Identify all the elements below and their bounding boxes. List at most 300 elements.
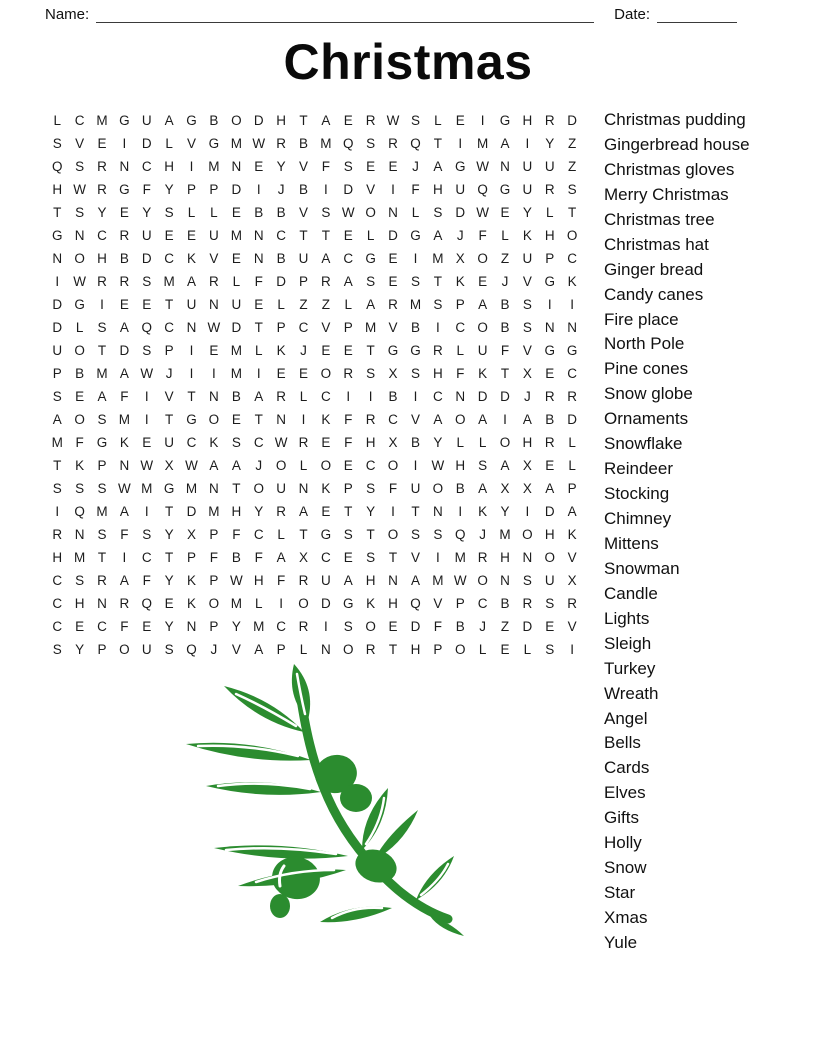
grid-letter: J	[412, 159, 419, 174]
grid-letter: M	[432, 573, 444, 588]
grid-letter: D	[522, 619, 533, 634]
word-list-item: Star	[604, 883, 636, 903]
grid-letter: G	[186, 113, 197, 128]
grid-letter: Y	[164, 573, 174, 588]
grid-letter: I	[413, 251, 418, 266]
grid-letter: O	[566, 228, 578, 243]
grid-letter: P	[455, 596, 465, 611]
grid-letter: E	[254, 159, 264, 174]
grid-letter: H	[52, 182, 63, 197]
grid-letter: W	[252, 136, 266, 151]
grid-letter: A	[500, 458, 510, 473]
grid-letter: A	[433, 159, 443, 174]
grid-letter: E	[545, 619, 555, 634]
grid-letter: M	[476, 136, 489, 151]
grid-letter: T	[53, 458, 62, 473]
grid-letter: M	[96, 366, 108, 381]
grid-letter: Y	[164, 182, 174, 197]
word-list-item: Elves	[604, 783, 646, 803]
grid-letter: D	[141, 251, 152, 266]
grid-letter: S	[410, 527, 420, 542]
grid-letter: S	[164, 205, 174, 220]
grid-letter: E	[298, 366, 308, 381]
grid-letter: M	[185, 481, 198, 496]
grid-letter: O	[522, 527, 533, 542]
grid-letter: B	[500, 320, 510, 335]
grid-letter: M	[73, 550, 86, 565]
grid-letter: R	[544, 113, 555, 128]
grid-letter: L	[187, 205, 196, 220]
grid-letter: K	[321, 412, 331, 427]
grid-letter: T	[165, 550, 174, 565]
grid-letter: F	[232, 527, 241, 542]
grid-letter: A	[410, 573, 420, 588]
grid-letter: C	[97, 228, 107, 243]
grid-letter: R	[365, 412, 376, 427]
word-list-item: Sleigh	[604, 633, 652, 653]
grid-letter: S	[75, 481, 85, 496]
grid-letter: S	[545, 642, 555, 657]
word-list-item: Merry Christmas	[604, 184, 729, 204]
grid-letter: X	[455, 251, 465, 266]
grid-letter: R	[321, 274, 331, 289]
grid-letter: O	[432, 481, 444, 496]
grid-letter: D	[455, 205, 466, 220]
grid-letter: T	[433, 274, 442, 289]
grid-letter: X	[164, 458, 174, 473]
grid-letter: J	[165, 366, 173, 381]
grid-letter: Q	[477, 182, 488, 197]
grid-letter: C	[276, 228, 286, 243]
grid-letter: A	[52, 412, 62, 427]
grid-letter: P	[187, 182, 197, 197]
grid-letter: S	[97, 320, 107, 335]
grid-letter: L	[546, 205, 554, 220]
grid-letter: Q	[141, 596, 153, 611]
grid-letter: O	[477, 573, 488, 588]
grid-letter: I	[55, 274, 60, 289]
grid-letter: C	[365, 458, 376, 473]
grid-letter: P	[209, 182, 219, 197]
grid-letter: I	[122, 550, 127, 565]
grid-letter: E	[97, 136, 107, 151]
grid-letter: T	[388, 550, 398, 565]
grid-letter: Q	[454, 527, 466, 542]
word-list-item: Snowflake	[604, 434, 683, 454]
grid-letter: R	[276, 504, 286, 519]
grid-letter: B	[455, 481, 465, 496]
grid-letter: Y	[500, 504, 510, 519]
grid-letter: L	[478, 642, 487, 657]
grid-letter: R	[544, 389, 555, 404]
grid-letter: E	[321, 504, 331, 519]
grid-letter: N	[321, 642, 331, 657]
grid-letter: G	[186, 412, 197, 427]
grid-letter: V	[567, 550, 577, 565]
grid-letter: R	[388, 136, 398, 151]
word-list-item: Candle	[604, 583, 658, 603]
grid-letter: E	[388, 159, 398, 174]
grid-letter: K	[119, 435, 129, 450]
grid-letter: N	[119, 159, 130, 174]
grid-letter: J	[479, 527, 486, 542]
grid-letter: M	[163, 274, 175, 289]
grid-letter: V	[187, 136, 197, 151]
grid-letter: N	[209, 389, 219, 404]
word-list-item: Christmas hat	[604, 234, 709, 254]
date-label: Date:	[614, 6, 650, 23]
grid-letter: N	[186, 619, 197, 634]
grid-letter: S	[366, 550, 376, 565]
grid-letter: R	[52, 527, 63, 542]
grid-letter: A	[343, 573, 353, 588]
grid-letter: A	[567, 504, 577, 519]
grid-letter: E	[343, 228, 353, 243]
grid-letter: J	[277, 182, 285, 197]
grid-letter: N	[209, 297, 219, 312]
grid-letter: R	[567, 596, 578, 611]
grid-letter: B	[119, 251, 129, 266]
grid-letter: A	[254, 642, 264, 657]
grid-letter: U	[164, 435, 175, 450]
grid-letter: B	[276, 205, 286, 220]
grid-letter: I	[256, 182, 261, 197]
grid-letter: H	[231, 504, 242, 519]
grid-letter: D	[567, 412, 578, 427]
word-list-item: Christmas tree	[604, 209, 715, 229]
grid-letter: I	[301, 412, 306, 427]
grid-letter: O	[275, 458, 287, 473]
grid-letter: S	[52, 481, 62, 496]
grid-letter: S	[321, 205, 331, 220]
grid-letter: W	[386, 113, 400, 128]
grid-letter: R	[477, 550, 488, 565]
grid-letter: M	[230, 343, 242, 358]
grid-letter: S	[366, 136, 376, 151]
word-list-item: Christmas gloves	[604, 159, 735, 179]
grid-letter: D	[500, 389, 510, 404]
grid-letter: D	[388, 228, 398, 243]
word-list-item: Snow	[604, 858, 647, 878]
grid-letter: T	[433, 136, 442, 151]
grid-letter: S	[97, 412, 107, 427]
grid-letter: Q	[51, 159, 63, 174]
grid-letter: V	[522, 343, 532, 358]
grid-letter: R	[97, 159, 107, 174]
grid-letter: D	[321, 596, 331, 611]
word-list-item: Gifts	[604, 808, 639, 828]
grid-letter: N	[432, 504, 443, 519]
grid-letter: O	[320, 366, 332, 381]
grid-letter: E	[500, 205, 510, 220]
grid-letter: I	[279, 596, 283, 611]
grid-letter: P	[433, 642, 443, 657]
grid-letter: F	[120, 527, 129, 542]
grid-letter: R	[365, 642, 376, 657]
grid-letter: R	[567, 389, 578, 404]
grid-letter: P	[209, 573, 219, 588]
header	[45, 6, 737, 23]
grid-letter: H	[544, 527, 555, 542]
grid-letter: F	[344, 435, 353, 450]
grid-letter: L	[254, 343, 263, 358]
grid-letter: I	[256, 366, 261, 381]
grid-letter: I	[391, 504, 395, 519]
grid-letter: B	[410, 435, 420, 450]
grid-letter: G	[163, 481, 175, 496]
grid-letter: S	[52, 389, 62, 404]
grid-letter: G	[51, 228, 63, 243]
grid-letter: A	[298, 504, 308, 519]
grid-letter: V	[209, 251, 219, 266]
grid-letter: K	[478, 366, 488, 381]
grid-letter: L	[434, 113, 442, 128]
grid-letter: I	[144, 389, 149, 404]
grid-letter: J	[524, 389, 531, 404]
grid-letter: E	[187, 228, 197, 243]
grid-letter: N	[186, 320, 197, 335]
grid-letter: T	[299, 228, 308, 243]
grid-letter: Q	[186, 642, 197, 657]
grid-letter: W	[140, 366, 154, 381]
grid-letter: R	[432, 343, 443, 358]
name-label: Name:	[45, 6, 90, 23]
grid-letter: B	[298, 182, 308, 197]
grid-letter: F	[75, 435, 84, 450]
grid-letter: P	[209, 527, 219, 542]
grid-letter: T	[97, 343, 107, 358]
grid-letter: C	[97, 619, 107, 634]
grid-letter: Z	[321, 297, 330, 312]
grid-letter: D	[477, 389, 488, 404]
word-list-item: Snow globe	[604, 384, 693, 404]
grid-letter: S	[164, 642, 174, 657]
grid-letter: F	[142, 573, 151, 588]
grid-letter: S	[522, 320, 532, 335]
grid-letter: S	[343, 619, 353, 634]
grid-letter: L	[411, 205, 420, 220]
grid-letter: S	[366, 366, 376, 381]
grid-letter: T	[97, 550, 107, 565]
grid-letter: R	[97, 573, 107, 588]
grid-letter: A	[366, 297, 376, 312]
grid-letter: U	[321, 573, 331, 588]
grid-letter: C	[74, 113, 85, 128]
grid-letter: O	[320, 458, 332, 473]
grid-letter: S	[97, 527, 107, 542]
grid-letter: B	[254, 205, 264, 220]
grid-letter: S	[522, 573, 532, 588]
grid-letter: X	[522, 481, 532, 496]
word-list-item: Lights	[604, 608, 650, 628]
grid-letter: G	[544, 343, 556, 358]
grid-letter: O	[365, 619, 376, 634]
grid-letter: U	[477, 343, 488, 358]
grid-letter: C	[52, 573, 63, 588]
grid-letter: D	[544, 504, 555, 519]
grid-letter: Y	[97, 205, 107, 220]
grid-letter: R	[544, 182, 555, 197]
grid-letter: Q	[74, 504, 85, 519]
grid-letter: B	[209, 113, 219, 128]
grid-letter: N	[97, 596, 107, 611]
grid-letter: H	[432, 182, 443, 197]
grid-letter: S	[410, 366, 420, 381]
grid-letter: A	[478, 481, 488, 496]
grid-letter: B	[455, 619, 465, 634]
grid-letter: I	[503, 412, 507, 427]
word-list-item: Turkey	[604, 658, 656, 678]
grid-letter: F	[456, 366, 465, 381]
grid-letter: U	[522, 159, 533, 174]
grid-letter: V	[522, 274, 532, 289]
grid-letter: S	[410, 113, 420, 128]
grid-letter: H	[522, 435, 533, 450]
grid-letter: M	[230, 596, 242, 611]
grid-letter: C	[455, 320, 466, 335]
grid-letter: U	[141, 642, 152, 657]
grid-letter: D	[186, 504, 197, 519]
grid-letter: O	[387, 458, 399, 473]
grid-letter: F	[120, 389, 129, 404]
grid-letter: I	[525, 504, 530, 519]
grid-letter: V	[410, 550, 420, 565]
grid-letter: H	[388, 596, 398, 611]
grid-letter: A	[119, 573, 129, 588]
grid-letter: O	[74, 343, 85, 358]
grid-letter: H	[522, 113, 533, 128]
grid-letter: J	[501, 274, 509, 289]
olive-branch-illustration	[178, 658, 468, 943]
grid-letter: E	[142, 619, 152, 634]
grid-letter: S	[366, 481, 376, 496]
grid-letter: G	[208, 136, 220, 151]
grid-letter: W	[453, 573, 467, 588]
grid-letter: I	[570, 297, 575, 312]
grid-letter: I	[368, 389, 373, 404]
grid-letter: R	[97, 182, 107, 197]
grid-letter: L	[568, 435, 576, 450]
grid-letter: E	[231, 205, 241, 220]
grid-letter: T	[254, 320, 263, 335]
grid-letter: H	[365, 573, 376, 588]
word-list-item: Fire place	[604, 309, 679, 329]
grid-letter: G	[544, 274, 556, 289]
grid-letter: M	[320, 136, 332, 151]
grid-letter: M	[432, 251, 444, 266]
grid-letter: E	[231, 412, 241, 427]
grid-letter: Z	[568, 159, 577, 174]
date-blank-line	[657, 7, 737, 23]
grid-letter: E	[209, 343, 219, 358]
grid-letter: C	[298, 320, 309, 335]
grid-letter: B	[231, 389, 241, 404]
grid-letter: E	[75, 389, 85, 404]
grid-letter: I	[570, 642, 575, 657]
grid-letter: B	[410, 320, 420, 335]
grid-letter: L	[456, 343, 464, 358]
grid-letter: D	[231, 320, 242, 335]
grid-letter: D	[567, 113, 578, 128]
grid-letter: F	[388, 481, 398, 496]
grid-letter: A	[500, 136, 510, 151]
grid-letter: D	[52, 297, 63, 312]
grid-letter: Y	[142, 205, 152, 220]
grid-letter: G	[499, 182, 511, 197]
grid-letter: U	[544, 159, 555, 174]
grid-letter: S	[52, 136, 62, 151]
grid-letter: F	[209, 550, 219, 565]
grid-letter: U	[544, 573, 555, 588]
grid-letter: Q	[410, 596, 421, 611]
grid-letter: Q	[410, 136, 421, 151]
grid-letter: C	[253, 435, 264, 450]
word-list-item: Wreath	[604, 683, 659, 703]
letter-grid	[46, 109, 583, 661]
grid-letter: W	[73, 182, 86, 197]
grid-letter: N	[388, 573, 398, 588]
grid-letter: S	[433, 205, 443, 220]
grid-letter: O	[343, 642, 354, 657]
grid-letter: I	[55, 504, 60, 519]
grid-letter: E	[455, 113, 465, 128]
grid-letter: P	[455, 297, 465, 312]
grid-letter: T	[321, 228, 330, 243]
grid-letter: G	[119, 113, 130, 128]
grid-letter: E	[119, 297, 129, 312]
grid-letter: S	[75, 159, 85, 174]
grid-letter: R	[276, 389, 286, 404]
grid-letter: G	[454, 159, 466, 174]
grid-letter: B	[500, 297, 510, 312]
grid-letter: E	[343, 458, 353, 473]
grid-letter: S	[142, 343, 152, 358]
grid-letter: L	[366, 228, 375, 243]
grid-letter: U	[186, 297, 197, 312]
grid-letter: U	[298, 251, 309, 266]
grid-letter: E	[545, 458, 555, 473]
grid-letter: E	[321, 343, 331, 358]
grid-letter: N	[276, 412, 286, 427]
grid-letter: C	[52, 619, 63, 634]
grid-letter: S	[142, 527, 152, 542]
grid-letter: O	[298, 596, 309, 611]
grid-letter: M	[499, 527, 511, 542]
grid-letter: H	[52, 550, 63, 565]
grid-letter: Y	[522, 205, 532, 220]
grid-letter: M	[454, 550, 466, 565]
grid-letter: J	[479, 619, 486, 634]
grid-letter: P	[567, 481, 577, 496]
grid-letter: T	[232, 481, 241, 496]
grid-letter: O	[365, 205, 376, 220]
grid-letter: G	[410, 343, 421, 358]
grid-letter: L	[478, 435, 487, 450]
grid-letter: X	[187, 527, 197, 542]
grid-letter: G	[387, 343, 399, 358]
grid-letter: N	[52, 251, 63, 266]
grid-letter: Z	[568, 136, 577, 151]
grid-letter: K	[75, 458, 85, 473]
grid-letter: E	[231, 251, 241, 266]
grid-letter: U	[141, 113, 152, 128]
word-list-item: Pine cones	[604, 359, 689, 379]
grid-letter: H	[455, 458, 466, 473]
grid-letter: N	[231, 159, 242, 174]
grid-letter: R	[365, 113, 376, 128]
grid-letter: K	[187, 596, 197, 611]
grid-letter: P	[209, 619, 219, 634]
